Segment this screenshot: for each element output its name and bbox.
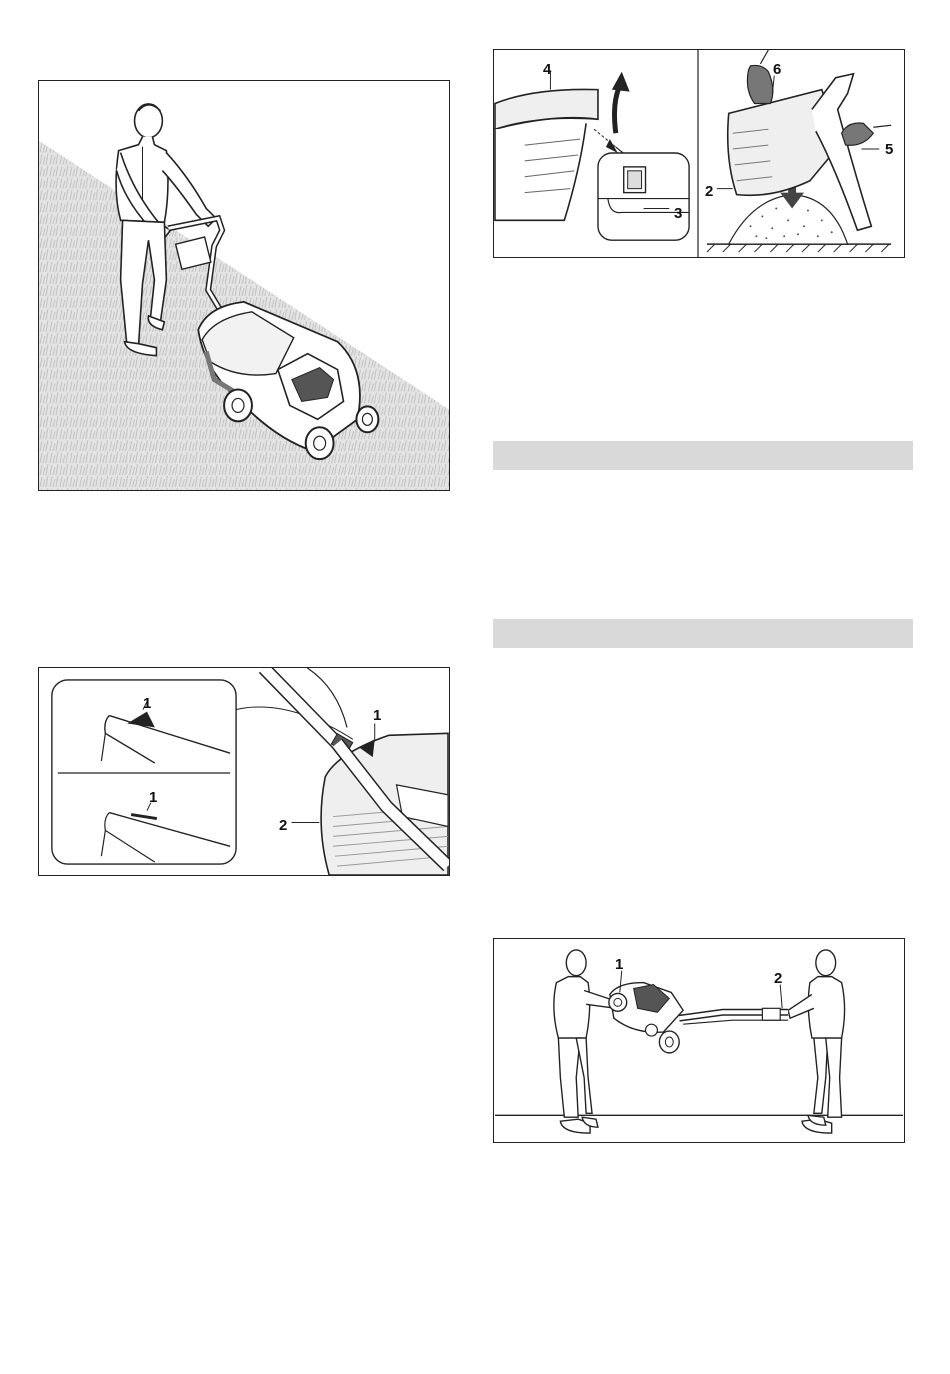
emptying-grass-catcher-illustration xyxy=(494,50,904,257)
callout-lid: 4 xyxy=(543,61,552,78)
figure-grass-catcher-indicator xyxy=(38,667,450,876)
callout-carry-handle: 2 xyxy=(774,970,783,987)
callout-catch: 3 xyxy=(674,205,683,222)
callout-handle-grip: 5 xyxy=(885,141,894,158)
callout-indicator-closed: 1 xyxy=(149,789,158,806)
mowing-on-slope-illustration xyxy=(39,81,449,490)
callout-catcher: 2 xyxy=(705,183,714,200)
figure-mowing-on-slope xyxy=(38,80,450,491)
callout-handle-top: 6 xyxy=(773,61,782,78)
figure-emptying-grass-catcher xyxy=(493,49,905,258)
callout-indicator-open: 1 xyxy=(143,695,152,712)
figure-carrying-mower xyxy=(493,938,905,1143)
carrying-mower-illustration xyxy=(494,939,904,1142)
callout-grass-catcher: 2 xyxy=(279,817,288,834)
grass-catcher-indicator-illustration xyxy=(39,668,449,875)
callout-indicator-main: 1 xyxy=(373,707,382,724)
callout-carry-front: 1 xyxy=(615,956,624,973)
section-heading-bar-1 xyxy=(493,441,913,470)
section-heading-bar-2 xyxy=(493,619,913,648)
